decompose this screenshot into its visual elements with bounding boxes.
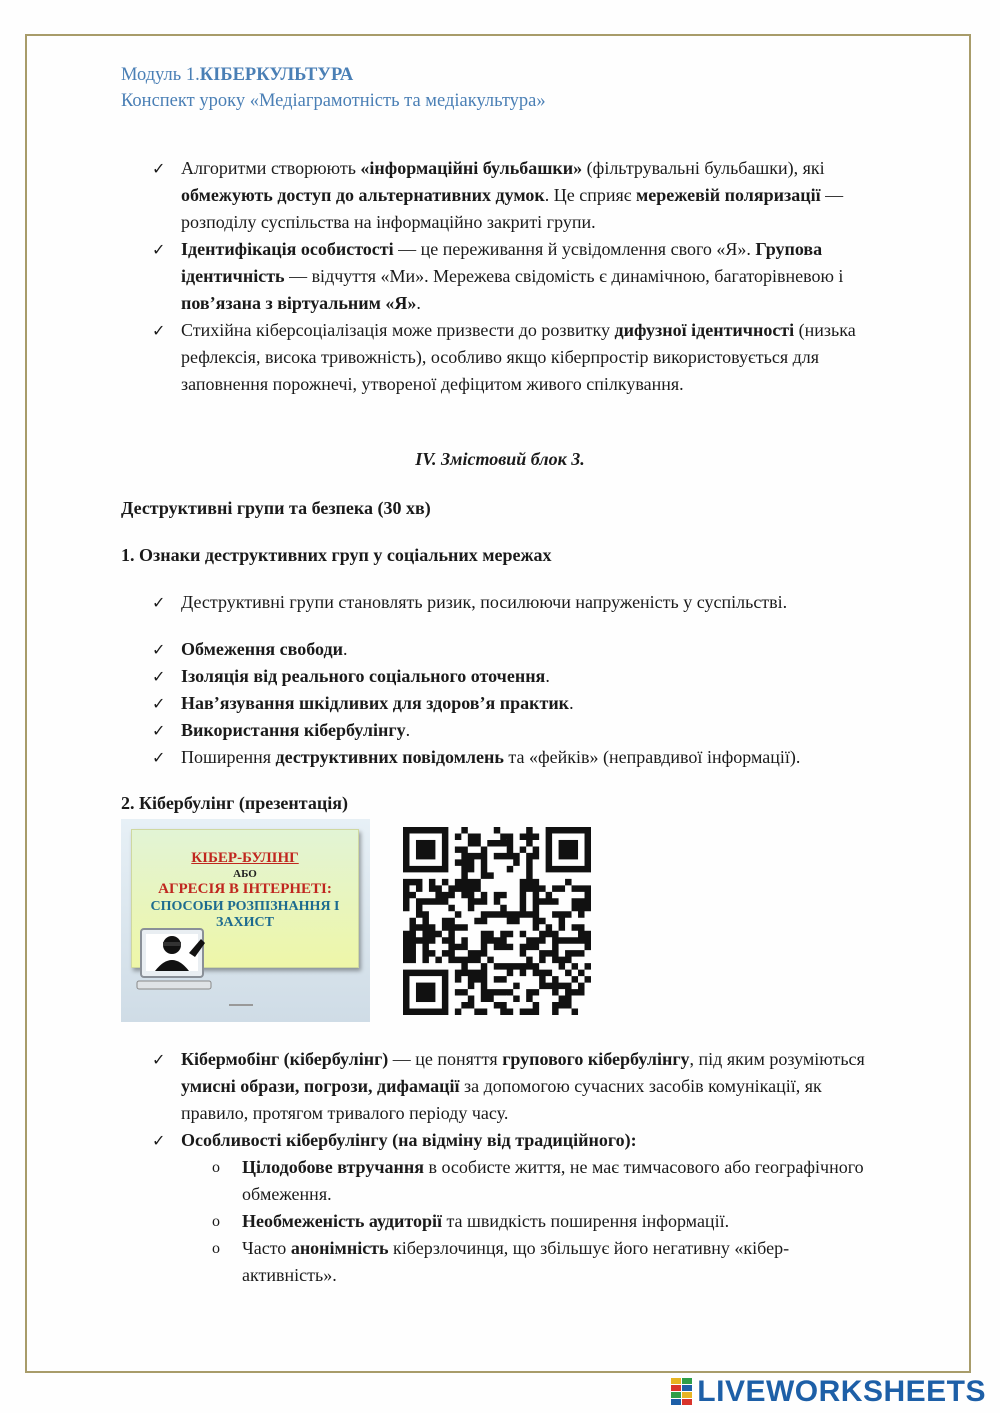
bullet-o-icon: o <box>212 1159 220 1176</box>
checkmark-icon: ✓ <box>152 640 166 659</box>
checkmark-icon: ✓ <box>152 748 166 767</box>
presentation-thumbnail[interactable] <box>121 819 370 1022</box>
module-title: Модуль 1.КІБЕРКУЛЬТУРА <box>121 65 354 85</box>
qr-code[interactable] <box>403 827 591 1015</box>
list-item: o Цілодобове втручання в особисте життя, не має тимчасового або географічного обмеження. <box>212 1154 872 1208</box>
list-item: ✓ Алгоритми створюють «інформаційні бульбашки» (фільтрувальні бульбашки), які обмежують доступ до альтернативних думок. Це сприяє мережевій поляризації — розподілу суспільства на інформаційно закриті групи. <box>152 155 892 236</box>
lesson-subtitle: Конспект уроку «Медіаграмотність та медіакультура» <box>121 91 546 111</box>
list-item: ✓ Ідентифікація особистості — це переживання й усвідомлення свого «Я». Групова ідентичність — відчуття «Ми». Мережева свідомість є динамічною, багаторівневою і пов’язана з віртуальним «Я». <box>152 236 892 317</box>
subsection-heading-1: 1. Ознаки деструктивних груп у соціальних мережах <box>121 545 552 565</box>
checkmark-icon: ✓ <box>152 667 166 686</box>
section-heading: Деструктивні групи та безпека (30 хв) <box>121 498 431 518</box>
intro-checklist <box>152 589 892 616</box>
liveworksheets-icon <box>671 1378 693 1406</box>
document-header <box>121 62 546 114</box>
list-item: o Часто анонімність кіберзлочинця, що збільшує його негативну «кібер-активність». <box>212 1235 872 1289</box>
list-item: ✓ Деструктивні групи становлять ризик, посилюючи напруженість у суспільстві. <box>152 589 892 616</box>
qr-finder-pattern <box>403 970 448 1015</box>
qr-finder-pattern <box>403 827 448 872</box>
slide-line-1: КІБЕР-БУЛІНГ <box>191 850 299 866</box>
list-item: ✓ Використання кібербулінгу. <box>152 717 892 744</box>
list-item: o Необмеженість аудиторії та швидкість поширення інформації. <box>212 1208 872 1235</box>
subsection-heading-2: 2. Кібербулінг (презентація) <box>121 793 348 813</box>
bullet-o-icon: o <box>212 1213 220 1230</box>
checkmark-icon: ✓ <box>152 1131 166 1150</box>
block-title: IV. Змістовий блок 3. <box>415 449 585 469</box>
checkmark-icon: ✓ <box>152 240 166 259</box>
hacker-computer-icon <box>135 923 215 995</box>
list-item: ✓ Ізоляція від реального соціального оточення. <box>152 663 892 690</box>
signs-checklist <box>152 636 892 771</box>
brand-text: LIVEWORKSHEETS <box>697 1375 986 1408</box>
slide-line-4: СПОСОБИ РОЗПІЗНАННЯ І <box>150 899 340 914</box>
liveworksheets-logo[interactable] <box>671 1375 986 1409</box>
checkmark-icon: ✓ <box>152 1050 166 1069</box>
checkmark-icon: ✓ <box>152 721 166 740</box>
checkmark-icon: ✓ <box>152 694 166 713</box>
qr-finder-pattern <box>546 827 591 872</box>
list-item: ✓ Поширення деструктивних повідомлень та «фейків» (неправдивої інформації). <box>152 744 892 771</box>
checkmark-icon: ✓ <box>152 321 166 340</box>
list-item: ✓ Обмеження свободи. <box>152 636 892 663</box>
list-item: ✓ Особливості кібербулінгу (на відміну від традиційного): <box>152 1127 892 1154</box>
mobbing-checklist <box>152 1046 892 1154</box>
top-checklist <box>152 155 892 398</box>
bullet-o-icon: o <box>212 1240 220 1257</box>
list-item: ✓ Нав’язування шкідливих для здоров’я практик. <box>152 690 892 717</box>
slide-divider <box>229 1004 253 1006</box>
checkmark-icon: ✓ <box>152 159 166 178</box>
list-item: ✓ Кібермобінг (кібербулінг) — це поняття групового кібербулінгу, під яким розуміються умисні образи, погрози, дифамації за допомогою сучасних засобів комунікації, як правило, протягом тривалого періоду часу. <box>152 1046 892 1127</box>
slide-line-5: ЗАХИСТ <box>216 915 274 930</box>
slide-line-3: АГРЕСІЯ В ІНТЕРНЕТІ: <box>158 881 332 897</box>
slide-line-2: АБО <box>233 868 257 880</box>
features-sublist <box>212 1154 872 1289</box>
list-item: ✓ Стихійна кіберсоціалізація може призвести до розвитку дифузної ідентичності (низька рефлексія, висока тривожність), особливо якщо кіберпростір використовується для заповнення порожнечі, утвореної дефіцитом живого спілкування. <box>152 317 892 398</box>
checkmark-icon: ✓ <box>152 593 166 612</box>
